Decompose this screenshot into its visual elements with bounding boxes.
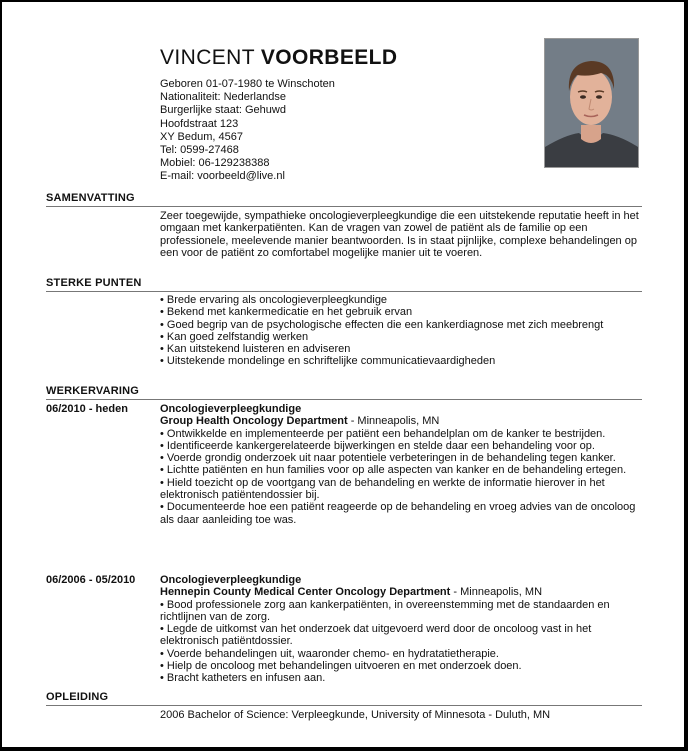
list-item: • Brede ervaring als oncologieverpleegkundige — [160, 294, 388, 306]
list-item: • Hielp de oncoloog met behandelingen uitvoeren en met onderzoek doen. — [160, 660, 522, 673]
candidate-name — [160, 46, 397, 70]
list-item: • Goed begrip van de psychologische effecten die een kankerdiagnose met zich meebrengt — [160, 318, 604, 331]
birth-info: Geboren 01-07-1980 te Winschoten — [160, 78, 335, 90]
strengths-section — [160, 294, 640, 368]
postal-city: XY Bedum, 4567 — [160, 130, 243, 143]
experience-divider — [46, 399, 642, 400]
list-item: • Hield toezicht op de voortgang van de behandeling en werkte de informatie hierover in het elektronisch patiëntendossier bij. — [160, 476, 605, 502]
job-dates: 06/2010 - heden — [46, 403, 128, 415]
portrait-image — [545, 39, 638, 167]
street-address: Hoofdstraat 123 — [160, 117, 239, 130]
list-item: • Identificeerde kankergerelateerde bijwerkingen en stelde daar een behandeling voor op. — [160, 439, 595, 452]
job-location: - Minneapolis, MN — [450, 586, 543, 599]
profile-photo — [544, 38, 639, 168]
summary-heading: SAMENVATTING — [46, 192, 135, 204]
strengths-divider — [46, 291, 642, 292]
job-title: Oncologieverpleegkundige — [160, 574, 302, 586]
marital-status: Burgerlijke staat: Gehuwd — [160, 104, 286, 117]
job-employer: Hennepin County Medical Center Oncology Department — [160, 586, 451, 599]
strengths-heading: STERKE PUNTEN — [46, 277, 142, 289]
education-section — [160, 709, 640, 721]
summary-section — [160, 210, 640, 259]
job-duties — [160, 599, 640, 685]
first-name: VINCENT — [160, 46, 255, 69]
summary-text: Zeer toegewijde, sympathieke oncologieverpleegkundige die een uitstekende reputatie heeft in het omgaan met kankerpatiënten. Kan de vragen van zowel de patiënt als de familie op een professionele, meelevende manier beantwoorden. Is in staat pijnlijke, complexe behandelingen op een voor de patiënt zo comfortabel mogelijke manier uit te voeren. — [160, 210, 639, 259]
education-entry: 2006 Bachelor of Science: Verpleegkunde, University of Minnesota - Duluth, MN — [160, 709, 551, 721]
job-location: - Minneapolis, MN — [347, 415, 440, 428]
list-item: • Ontwikkelde en implementeerde per patiënt een behandelplan om de kanker te bestrijden. — [160, 427, 606, 440]
list-item: • Uitstekende mondelinge en schriftelijke communicatievaardigheden — [160, 355, 496, 368]
job-entry — [160, 574, 640, 685]
job-employer: Group Health Oncology Department — [160, 415, 348, 428]
list-item: • Bracht katheters en infusen aan. — [160, 672, 326, 685]
strengths-list — [160, 294, 640, 368]
education-divider — [46, 705, 642, 706]
email: E-mail: voorbeeld@live.nl — [160, 170, 285, 183]
list-item: • Bood professionele zorg aan kankerpatiënten, in overeenstemming met de standaarden en richtlijnen van de zorg. — [160, 598, 610, 623]
job-dates: 06/2006 - 05/2010 — [46, 574, 136, 586]
list-item: • Voerde behandelingen uit, waaronder chemo- en hydratatietherapie. — [160, 647, 499, 660]
list-item: • Kan goed zelfstandig werken — [160, 330, 309, 343]
list-item: • Kan uitstekend luisteren en adviseren — [160, 343, 351, 356]
job-entry — [160, 403, 640, 526]
experience-heading: WERKERVARING — [46, 385, 140, 397]
last-name: VOORBEELD — [260, 46, 398, 69]
mobile: Mobiel: 06-129238388 — [160, 157, 270, 170]
list-item: • Lichtte patiënten en hun families voor op alle aspecten van kanker en de behandeling ertegen. — [160, 464, 627, 477]
contact-details — [160, 78, 335, 184]
phone: Tel: 0599-27468 — [160, 144, 239, 157]
list-item: • Bekend met kankermedicatie en het gebruik ervan — [160, 306, 413, 319]
nationality: Nationaliteit: Nederlandse — [160, 91, 286, 104]
list-item: • Legde de uitkomst van het onderzoek dat uitgevoerd werd door de oncoloog vast in het elektronisch patiëntdossier. — [160, 623, 592, 648]
summary-divider — [46, 206, 642, 207]
list-item: • Voerde grondig onderzoek uit naar potentiele verbeteringen in de behandeling tegen kanker. — [160, 452, 616, 465]
job-title: Oncologieverpleegkundige — [160, 403, 302, 415]
education-heading: OPLEIDING — [46, 691, 109, 703]
list-item: • Documenteerde hoe een patiënt reageerde op de behandeling en vroeg advies van de oncoloog als daar aanleiding toe was. — [160, 501, 636, 526]
job-duties — [160, 428, 640, 526]
